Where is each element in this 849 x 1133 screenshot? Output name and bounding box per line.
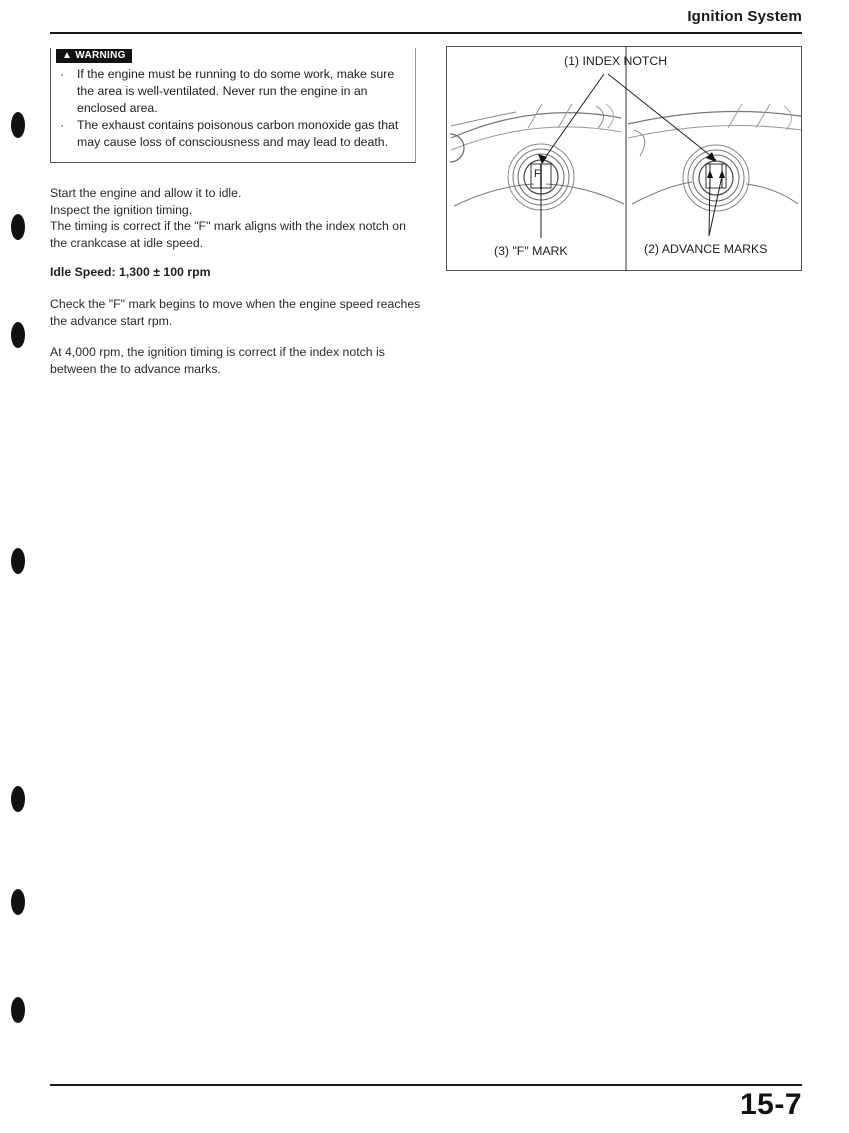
warning-item-text: The exhaust contains poisonous carbon monoxide gas that may cause loss of consciousness and may lead to death. [77, 118, 399, 149]
f-mark-label: (3) "F" MARK [494, 244, 568, 258]
timing-4000-text: At 4,000 rpm, the ignition timing is correct if the index notch is between the to advance marks. [50, 345, 385, 376]
f-mark-letter: F [534, 168, 541, 180]
header-divider [50, 32, 802, 34]
binder-hole [11, 889, 25, 915]
warning-badge-label: WARNING [75, 50, 126, 61]
warning-badge [56, 49, 132, 63]
warning-item [60, 66, 412, 117]
warning-list [60, 66, 412, 151]
section-title: Ignition System [687, 8, 802, 25]
binder-hole [11, 322, 25, 348]
index-notch-label: (1) INDEX NOTCH [564, 54, 668, 68]
binder-hole [11, 214, 25, 240]
binder-hole [11, 997, 25, 1023]
binder-hole [11, 548, 25, 574]
step-timing-correct: The timing is correct if the "F" mark aligns with the index notch on the crankcase at idle speed. [50, 219, 406, 250]
procedure-steps [50, 185, 422, 251]
bullet: · [60, 118, 65, 132]
binder-hole [11, 112, 25, 138]
warning-triangle-icon: ▲ [62, 50, 73, 61]
page-number: 15-7 [739, 1088, 802, 1121]
step-inspect-timing: Inspect the ignition timing. [50, 202, 193, 217]
warning-item [60, 117, 412, 151]
step-start-engine: Start the engine and allow it to idle. [50, 186, 242, 200]
footer-divider [50, 1084, 802, 1086]
timing-marks-figure [446, 46, 802, 271]
advance-check-text: Check the "F" mark begins to move when the engine speed reaches the advance start rpm. [50, 297, 421, 328]
bullet: · [60, 67, 65, 81]
advance-marks-label: (2) ADVANCE MARKS [644, 242, 768, 256]
warning-item-text: If the engine must be running to do some work, make sure the area is well-ventilated. Never run the engine in an enclosed area. [77, 67, 395, 115]
idle-speed-spec: Idle Speed: 1,300 ± 100 rpm [50, 265, 211, 279]
binder-hole [11, 786, 25, 812]
timing-marks-illustration [446, 46, 802, 271]
